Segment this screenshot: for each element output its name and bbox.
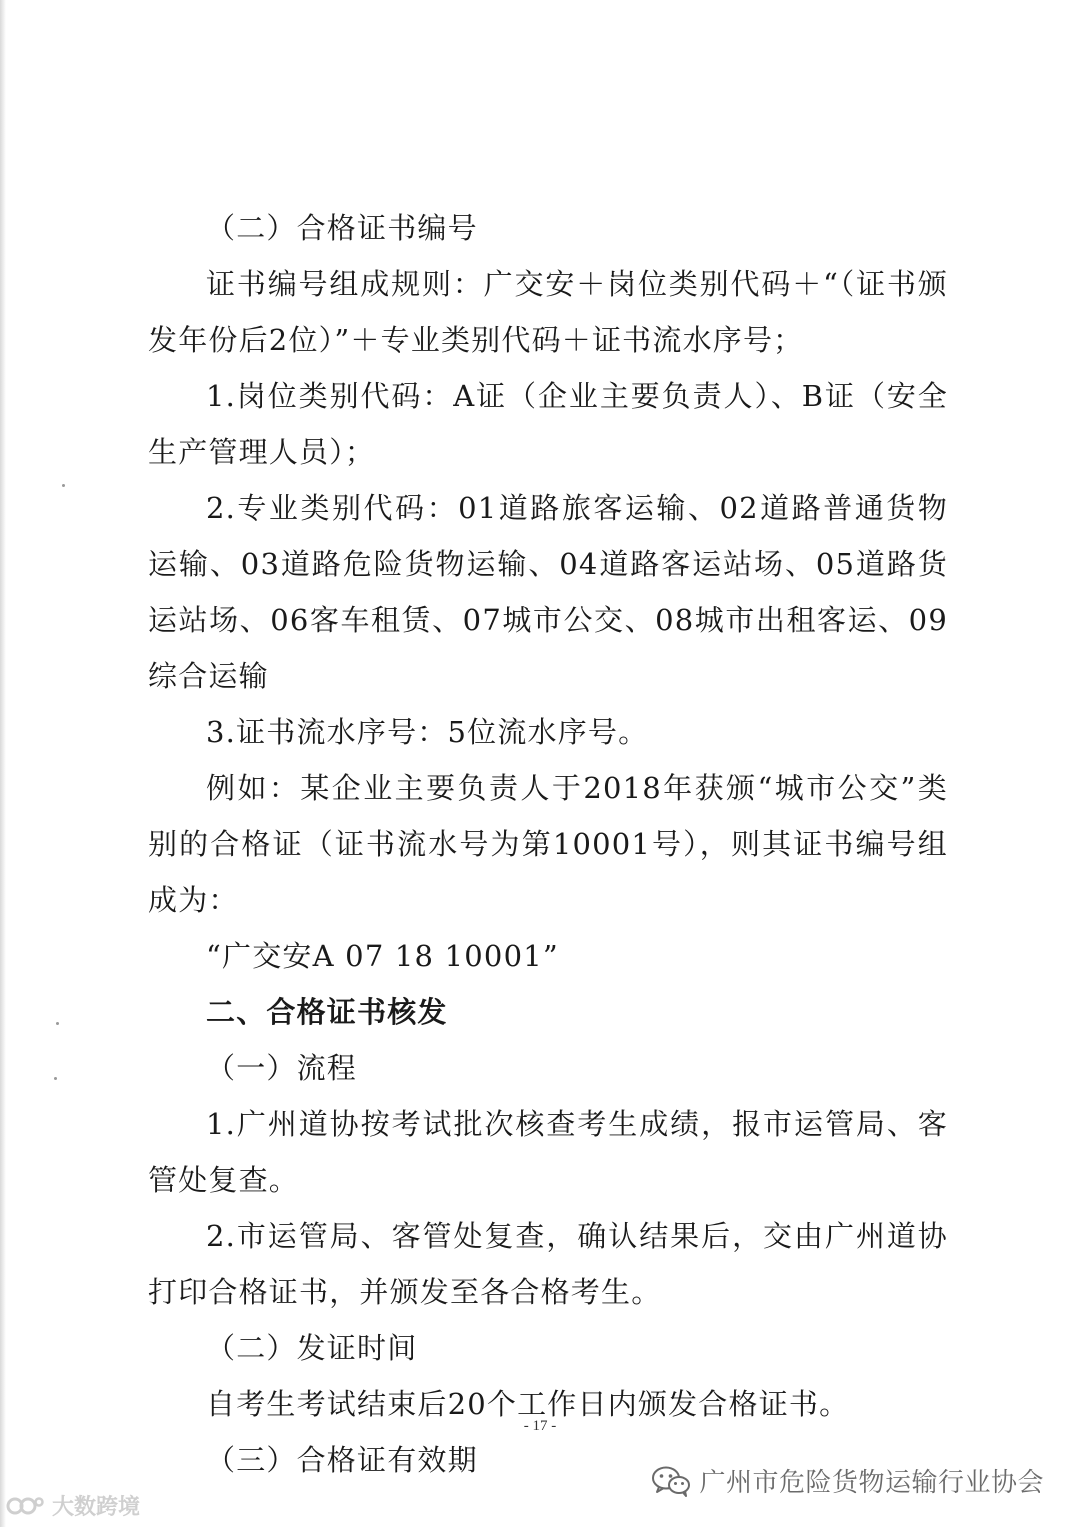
scan-speck: [56, 1022, 59, 1025]
scan-speck: [54, 1077, 57, 1080]
paragraph-specialty-code: 2.专业类别代码：01道路旅客运输、02道路普通货物运输、03道路危险货物运输、04道路客运站场、05道路货运站场、06客车租赁、07城市公交、08城市出租客运、09综合运输: [148, 491, 948, 693]
paragraph-numbering-rule: 证书编号组成规则：广交安＋岗位类别代码＋“（证书颁发年份后2位）”＋专业类别代码＋证书流水序号；: [148, 267, 948, 357]
brand-logo-icon: [6, 1494, 46, 1518]
section-heading-issuance: 二、合格证书核发: [206, 995, 448, 1029]
subsection-heading-issue-time: （二）发证时间: [206, 1331, 418, 1365]
paragraph-example: 例如：某企业主要负责人于2018年获颁“城市公交”类别的合格证（证书流水号为第10001号），则其证书编号组成为：: [148, 771, 948, 917]
wechat-icon: [651, 1465, 691, 1497]
subsection-heading-validity: （三）合格证有效期: [206, 1443, 478, 1477]
subsection-heading-process: （一）流程: [206, 1051, 358, 1085]
paragraph-serial-number: 3.证书流水序号：5位流水序号。: [206, 715, 649, 749]
watermark-brand: [6, 1490, 140, 1521]
paragraph-process-step-2: 2.市运管局、客管处复查，确认结果后，交由广州道协打印合格证书，并颁发至各合格考生。: [148, 1219, 948, 1309]
watermark-publisher: [651, 1462, 1044, 1499]
scan-speck: [62, 484, 65, 487]
section-heading-certificate-number: （二）合格证书编号: [206, 211, 478, 245]
paragraph-position-code: 1.岗位类别代码：A证（企业主要负责人）、B证（安全生产管理人员）；: [148, 379, 948, 469]
paragraph-process-step-1: 1.广州道协按考试批次核查考生成绩，报市运管局、客管处复查。: [148, 1107, 948, 1197]
watermark-brand-text: 大数跨境: [52, 1495, 141, 1520]
paragraph-issue-time: 自考生考试结束后20个工作日内颁发合格证书。: [206, 1387, 850, 1421]
paragraph-example-code: “广交安A 07 18 10001”: [206, 939, 559, 973]
watermark-publisher-text: 广州市危险货物运输行业协会: [699, 1468, 1044, 1498]
document-body: [148, 200, 948, 1488]
scan-edge-shadow: [0, 0, 6, 1527]
page-number: - 17 -: [523, 1418, 557, 1434]
